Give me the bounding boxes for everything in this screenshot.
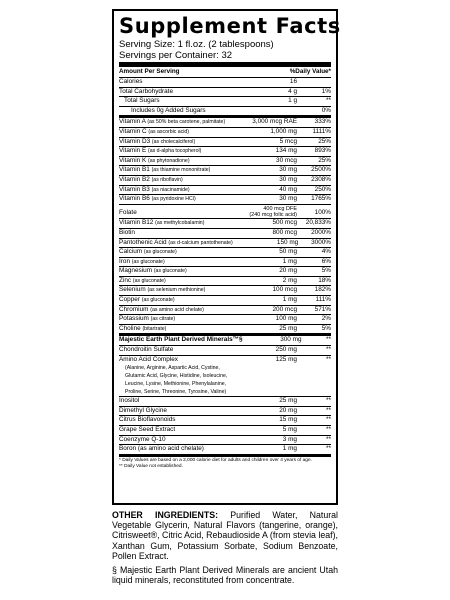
amino-acid-block [119,356,331,398]
nutrient-amount: 250 mg [275,346,297,354]
nutrient-amount: 30 mg [279,195,297,203]
nutrient-dv: 2500% [311,166,331,174]
other-ingredients-label: OTHER INGREDIENTS: [112,510,219,520]
nutrient-label: Vitamin B1 [119,166,150,174]
folate-amount-line2: (240 mcg folic acid) [249,212,297,219]
nutrient-amount: 1,000 mg [270,127,297,135]
footnotes [119,457,331,470]
nutrient-label: Calories [119,78,143,85]
nutrient-row [119,138,331,148]
nutrient-dv: 1% [321,87,331,95]
nutrient-name [119,445,229,454]
nutrient-row [119,239,331,249]
nutrient-amount: 20 mg [279,406,297,414]
nutrient-row [119,426,331,436]
nutrient-label: Zinc [119,276,132,284]
nutrient-dv: ** [326,336,331,344]
nutrient-dv: 100% [314,208,331,216]
nutrient-name [119,107,229,116]
nutrient-label: Total Sugars [124,97,160,105]
other-ingredients-text: Purified Water, Natural Vegetable Glycerin, Natural Flavors (tangerine, orange), Citrisweet®, Citric Acid, Rebaudioside A (from stevia leaf), Xanthan Gum, Potassium Sorbate, Sodium Benzoate, Pollen Extract. [112,510,338,561]
nutrient-row [119,147,331,157]
nutrient-source: (as citrate) [150,316,176,323]
nutrient-amount: 150 mg [276,238,299,246]
nutrient-name [119,325,229,334]
nutrient-label: Potassium [119,315,149,323]
nutrient-name [119,296,229,305]
nutrient-row [119,229,331,239]
nutrient-dv: 1111% [312,127,331,135]
nutrient-row [119,407,331,417]
nutrient-row [119,416,331,426]
nutrient-label: Citrus Bioflavonoids [119,416,176,424]
nutrient-amount: 5 mg [282,426,297,433]
nutrient-row [119,118,331,128]
nutrient-dv: 3000% [311,238,331,246]
nutrient-label: Inositol [119,397,140,405]
nutrient-name [119,166,229,175]
nutrient-label: Vitamin B12 [119,219,154,227]
nutrient-dv: ** [326,445,331,453]
nutrient-label: Vitamin D3 [119,137,151,145]
nutrient-dv: ** [326,435,331,443]
serving-size: Serving Size: 1 fl.oz. (2 tablespoons) [119,39,274,50]
nutrient-row [119,176,331,186]
nutrient-row [119,436,331,446]
nutrient-dv: ** [326,346,331,354]
nutrient-row [119,336,331,346]
nutrient-source: (as gluconate) [131,258,165,265]
nutrient-name [119,239,233,248]
nutrient-label: Vitamin E [119,147,147,155]
nutrient-name [119,286,229,295]
nutrient-name [119,258,229,267]
nutrient-row [119,78,331,88]
nutrient-amount: 3 mg [282,435,297,443]
nutrient-row [119,296,331,306]
nutrient-label: Pantothenic Acid [119,238,167,246]
nutrient-name [119,97,229,106]
nutrient-dv: ** [326,416,331,424]
minerals-note: § Majestic Earth Plant Derived Minerals are ancient Utah liquid minerals, reconstituted from concentrate. [112,565,338,586]
nutrient-row [119,267,331,277]
nutrient-source: (as gluconate) [153,268,187,275]
nutrient-amount [229,107,297,116]
macros-section [119,78,331,116]
nutrient-amount: 3,000 mcg RAE [252,118,297,126]
nutrient-amount: 25 mg [279,397,297,405]
nutrient-row [119,186,331,196]
nutrient-amount: 300 mg [280,336,302,344]
nutrient-row [119,248,331,258]
nutrient-label: Coenzyme Q-10 [119,435,166,443]
nutrient-dv: 6% [321,257,331,265]
nutrient-name [119,416,229,425]
nutrient-label: Vitamin C [119,127,147,135]
nutrient-name [119,147,229,156]
nutrient-dv: 333% [314,118,331,126]
nutrient-dv: ** [326,406,331,414]
servings-per-container: Servings per Container: 32 [119,50,233,61]
nutrient-amount: 15 mg [279,416,297,424]
nutrient-name [119,78,229,87]
nutrient-name [119,346,229,355]
nutrient-label: Boron (as amino acid chelate) [119,445,204,453]
column-header [119,67,331,78]
nutrient-amount: 4 g [288,87,297,95]
nutrient-source: (as methylcobalamin) [155,220,205,227]
nutrient-source: (as amino acid chelate) [150,306,204,313]
nutrient-label: Vitamin B3 [119,185,150,193]
nutrient-row [119,128,331,138]
nutrient-label: Iron [119,257,131,265]
nutrient-label: Biotin [119,228,135,236]
nutrient-label: Includes 0g Added Sugars [131,106,206,114]
nutrient-dv: 2000% [311,228,331,236]
nutrient-source: (bitartrate) [142,325,167,332]
nutrient-label: Calcium [119,248,143,256]
nutrient-name: Folate [119,208,137,216]
nutrient-row [119,219,331,229]
nutrient-dv: 25% [318,137,331,145]
nutrient-dv: 893% [314,147,331,155]
supplement-facts-panel [112,9,341,505]
nutrient-row [119,397,331,407]
nutrient-source: (as cholecalciferol) [151,138,196,145]
others-section [119,397,331,455]
nutrient-label: Total Carbohydrate [119,87,173,95]
nutrient-source: (as d-alpha tocopherol) [148,148,202,155]
nutrient-name [119,176,229,185]
nutrient-amount: 25 mg [279,324,297,332]
nutrient-dv: 111% [315,296,331,304]
nutrient-name [119,229,229,238]
nutrient-source: (as riboflavin) [151,176,183,183]
nutrient-name [119,219,229,228]
nutrient-amount: 1 mg [282,445,297,453]
nutrient-dv [297,78,331,87]
nutrient-label: Choline [119,324,141,332]
amino-acid-list [119,364,331,396]
nutrient-dv: 18% [318,276,331,284]
nutrient-label: Chondroitin Sulfate [119,346,174,354]
nutrient-label: Vitamin B2 [119,175,150,183]
nutrient-dv: 2% [321,315,331,323]
nutrient-row [119,306,331,316]
nutrient-name [119,248,229,257]
nutrient-name [119,277,229,286]
nutrient-row [119,346,331,356]
folate-row [119,205,331,220]
footnote-dv: * Daily Values are based on a 2,000 calorie diet for adults and children over 4 years of age. [119,457,312,463]
nutrient-dv: 571% [314,305,331,313]
nutrient-dv: 5% [321,267,331,275]
nutrient-row [119,325,331,335]
nutrient-dv: 2308% [311,175,331,183]
nutrient-row [119,107,331,117]
nutrient-amount: 30 mg [279,175,297,183]
nutrient-source: (as d-calcium pantothenate) [168,239,233,246]
nutrient-label: Chromium [119,305,149,313]
nutrient-source: (as ascorbic acid) [148,128,190,135]
nutrient-name [119,118,229,127]
other-ingredients-block [112,510,338,589]
nutrient-source: (as gluconate) [143,249,177,256]
nutrient-amount: 1 g [288,97,297,105]
nutrient-amount: 134 mg [275,147,297,155]
nutrient-row [119,445,331,455]
nutrient-name [119,306,229,315]
nutrient-amount: 30 mcg [276,156,297,164]
nutrient-amount: 500 mcg [272,219,297,227]
nutrient-amount: 2 mg [282,276,297,284]
nutrient-source: (as gluconate) [141,297,175,304]
nutrient-row [119,315,331,325]
nutrient-dv: 25% [318,156,331,164]
nutrient-row [119,157,331,167]
dv-header: %Daily Value* [289,68,331,75]
nutrient-label: Vitamin K [119,156,147,164]
nutrient-name [119,436,229,445]
amount-header: Amount Per Serving [119,68,180,75]
nutrient-row [119,286,331,296]
nutrient-name [119,195,229,204]
nutrient-name [119,315,229,324]
nutrient-label: Grape Seed Extract [119,426,176,433]
nutrient-row [119,166,331,176]
nutrient-amount: 125 mg [275,355,297,363]
nutrient-name [119,397,229,406]
amino-list-line: Proline, Serine, Threonine, Tyrosine, Valine) [125,389,227,396]
nutrient-amount: 16 [289,78,297,85]
nutrient-amount: 5 mcg [279,137,297,145]
nutrient-amount: 800 mcg [272,228,297,236]
nutrient-amount: 50 mg [279,248,297,256]
nutrient-name [119,407,229,416]
nutrient-name [119,128,229,137]
amino-list-line: Glutamic Acid, Glycine, Histidine, Isoleucine, [125,373,228,380]
nutrient-source: (as phytonadione) [148,157,190,164]
nutrient-name [119,186,229,195]
nutrient-dv: 182% [314,286,331,294]
nutrient-label: Vitamin A [119,118,146,126]
nutrient-dv: 250% [314,185,331,193]
nutrient-source: (as gluconate) [132,277,166,284]
nutrient-name [119,267,229,276]
nutrient-dv: ** [326,426,331,433]
nutrient-name [119,88,229,97]
nutrient-source: (as selenium methionine) [147,287,206,294]
minerals-section [119,219,331,334]
nutrient-label: Majestic Earth Plant Derived Minerals™§ [119,336,243,344]
nutrient-row [119,258,331,268]
nutrient-amount: 1 mg [282,296,297,304]
nutrient-label: Selenium [119,286,146,294]
nutrient-amount: 40 mg [279,185,297,193]
nutrient-row [119,88,331,98]
panel-title: Supplement Facts [119,14,341,38]
amino-list-line: Leucine, Lysine, Methionine, Phenylalanine, [125,381,227,388]
nutrient-amount: 30 mg [279,166,297,174]
nutrient-amount: 200 mcg [272,305,297,313]
nutrient-name [119,138,229,147]
nutrient-row [119,195,331,205]
nutrient-label: Magnesium [119,267,153,275]
nutrient-dv: 1765% [311,195,331,203]
nutrient-amount: 20 mg [279,267,297,275]
nutrient-dv: 5% [321,324,331,332]
nutrient-source: (as pyridoxine HCl) [151,196,196,203]
nutrient-name [119,336,243,345]
nutrient-dv: 20,833% [305,219,331,227]
nutrient-dv: ** [326,97,331,105]
nutrient-name [119,426,229,435]
nutrient-dv: ** [326,397,331,405]
footnote-not-established: ** Daily Value not established. [119,463,183,469]
nutrient-label: Dimethyl Glycine [119,406,167,414]
folate-amount [229,205,297,219]
blend-section [119,336,331,355]
amino-list-line: (Alanine, Arginine, Aspartic Acid, Cystine, [125,365,220,372]
nutrient-row [119,97,331,107]
nutrient-dv: ** [326,355,331,363]
nutrient-dv: 0% [321,106,331,114]
nutrient-name: Amino Acid Complex [119,355,178,363]
nutrient-source: (as 50% beta carotene, palmitate) [147,119,226,126]
vitamins-section [119,118,331,204]
nutrient-dv: 4% [321,248,331,256]
folate-amount-line1: 400 mcg DFE [263,205,297,212]
nutrient-label: Vitamin B6 [119,195,150,203]
nutrient-row [119,277,331,287]
nutrient-label: Copper [119,296,140,304]
nutrient-source: (as niacinamide) [151,186,190,193]
nutrient-source: (as thiamine mononitrate) [151,167,211,174]
nutrient-amount: 100 mg [275,315,297,323]
nutrient-name [119,157,229,166]
nutrient-amount: 1 mg [282,257,297,265]
other-ingredients [112,510,338,561]
nutrient-amount: 100 mcg [272,286,297,294]
amino-row [119,356,331,365]
